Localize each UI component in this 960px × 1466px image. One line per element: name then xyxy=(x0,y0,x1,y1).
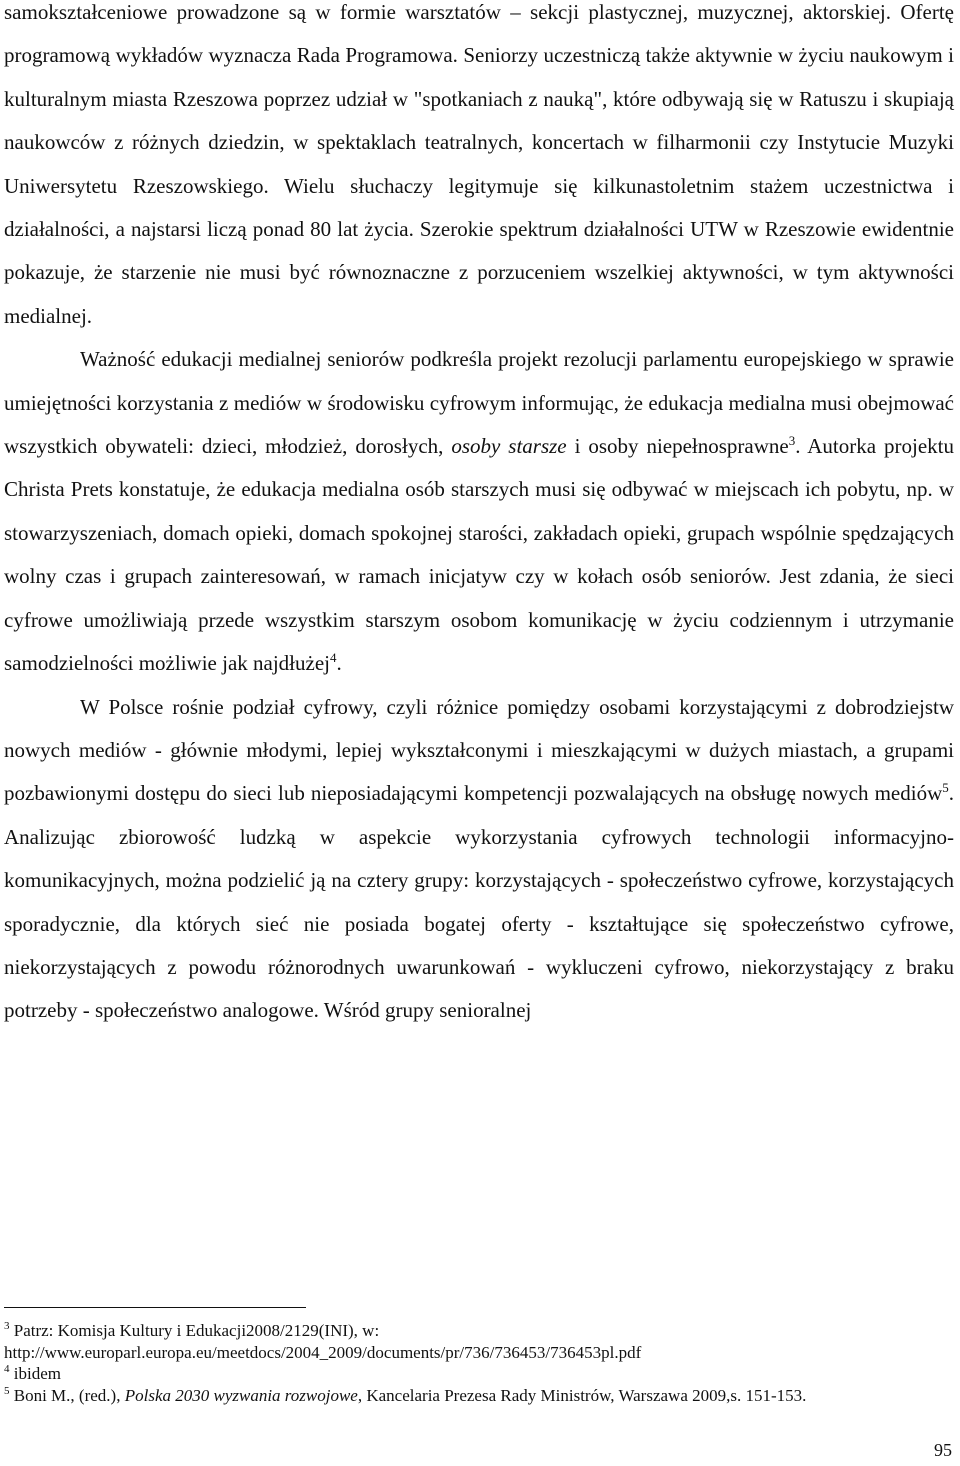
footnote-5-text-b: , Kancelaria Prezesa Rady Ministrów, Warszawa 2009,s. 151-153. xyxy=(357,1385,807,1405)
paragraph-2 xyxy=(4,338,954,685)
paragraph-2-italic: osoby starsze xyxy=(451,434,567,459)
paragraph-2-text-b: i osoby niepełnosprawne xyxy=(566,434,789,459)
paragraph-2-text-c: . Autorka projektu Christa Prets konstatuje, że edukacja medialna osób starszych musi się odbywać w miejscach ich pobytu, np. w stowarzyszeniach, domach opieki, domach spokojnej starości, zakładach opieki, grupach wspólnie spędzających wolny czas i grupach zainteresowań, w ramach inicjatyw czy w kołach osób seniorów. Jest zdania, że sieci cyfrowe umożliwiają przede wszystkim starszym osobom komunikację w życiu codziennym i utrzymanie samodzielności możliwie jak najdłużej xyxy=(4,434,955,676)
footnotes xyxy=(4,1320,954,1406)
page-number: 95 xyxy=(934,1440,952,1460)
footnote-4-text: ibidem xyxy=(9,1364,61,1383)
footnote-3-url-link[interactable]: http://www.europarl.europa.eu/meetdocs/2004_2009/documents/pr/736/736453/736453pl.pdf xyxy=(4,1342,642,1362)
footnote-4 xyxy=(4,1363,954,1385)
document-page xyxy=(4,0,954,1033)
footnote-5-text-a: Boni M., (red.), xyxy=(9,1385,125,1405)
footnote-5-number: 5 xyxy=(4,1384,10,1397)
footnote-3-text: Patrz: Komisja Kultury i Edukacji2008/2129(INI), w: xyxy=(9,1321,380,1340)
footnote-4-number: 4 xyxy=(4,1363,10,1375)
paragraph-2-text-d: . xyxy=(336,651,342,676)
paragraph-3-text-b: . Analizując zbiorowość ludzką w aspekcie wykorzystania cyfrowych technologii informacyjno-komunikacyjnych, można podzielić ją na cztery grupy: korzystających - społeczeństwo cyfrowe, korzystających sporadycznie, dla których sieć nie posiada bogatej oferty - kształtujące się społeczeństwo cyfrowe, niekorzystających z powodu różnorodnych uwarunkowań - wykluczeni cyfrowo, niekorzystający z braku potrzeby - społeczeństwo analogowe. Wśród grupy senioralnej xyxy=(4,781,954,1023)
paragraph-1-text: samokształceniowe prowadzone są w formie warsztatów – sekcji plastycznej, muzycznej, aktorskiej. Ofertę programową wykładów wyznacza Rada Programowa. Seniorzy uczestniczą także aktywnie w życiu naukowym i kulturalnym miasta Rzeszowa poprzez udział w "spotkaniach z nauką", które odbywają się w Ratuszu i skupiają naukowców z różnych dziedzin, w spektaklach teatralnych, koncertach w filharmonii czy Instytucie Muzyki Uniwersytetu Rzeszowskiego. Wielu słuchaczy legitymuje się kilkunastoletnim stażem uczestnictwa i działalności, a najstarsi liczą ponad 80 lat życia. Szerokie spektrum działalności UTW w Rzeszowie ewidentnie pokazuje, że starzenie nie musi być równoznaczne z porzuceniem wszelkiej aktywności, w tym aktywności medialnej. xyxy=(4,0,954,328)
paragraph-2-text-a: Ważność edukacji medialnej seniorów podkreśla projekt rezolucji parlamentu europejskiego w sprawie umiejętności korzystania z mediów w środowisku cyfrowym informując, że edukacja medialna musi obejmować wszystkich obywateli: dzieci, młodzież, dorosłych, xyxy=(4,347,954,459)
footnote-ref-3[interactable]: 3 xyxy=(788,433,796,449)
footnote-ref-4[interactable]: 4 xyxy=(329,650,337,666)
footnote-5-italic-title: Polska 2030 wyzwania rozwojowe xyxy=(124,1385,358,1405)
paragraph-3 xyxy=(4,686,954,1033)
footnote-5 xyxy=(4,1385,954,1407)
footnote-separator xyxy=(4,1307,306,1308)
footnote-3-number: 3 xyxy=(4,1320,10,1332)
paragraph-3-text-a: W Polsce rośnie podział cyfrowy, czyli różnice pomiędzy osobami korzystającymi z dobrodziejstw nowych mediów - głównie młodymi, lepiej wykształconymi i mieszkającymi w dużych miastach, a grupami pozbawionymi dostępu do sieci lub nieposiadającymi kompetencji pozwalających na obsługę nowych mediów xyxy=(4,694,954,806)
paragraph-1 xyxy=(4,0,954,338)
footnote-ref-5[interactable]: 5 xyxy=(942,780,949,796)
footnote-3 xyxy=(4,1320,954,1363)
